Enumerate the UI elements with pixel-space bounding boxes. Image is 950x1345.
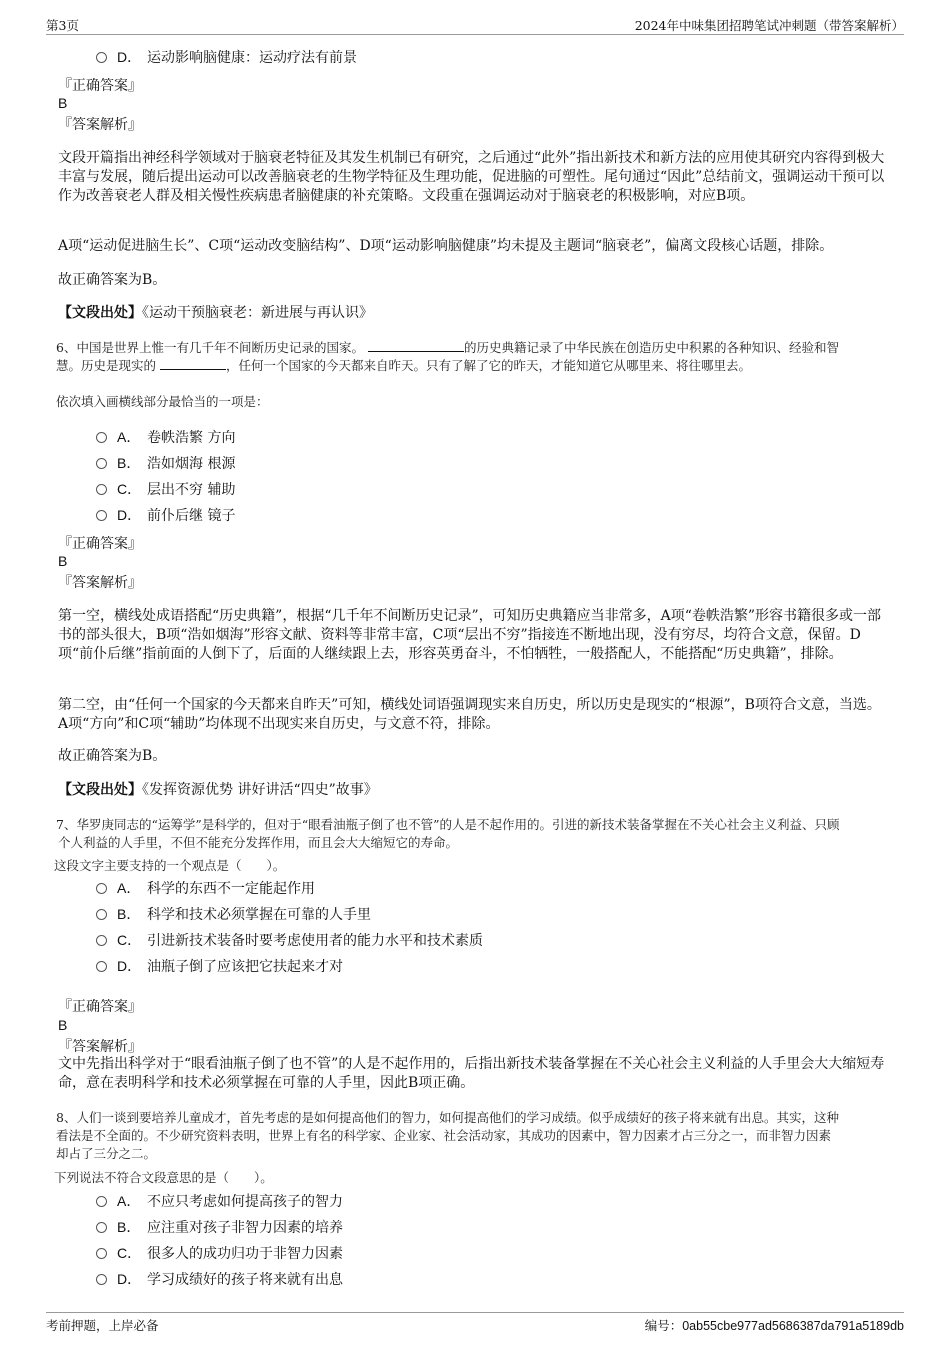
q5-answer: B <box>58 95 68 111</box>
radio-icon[interactable] <box>96 1248 107 1259</box>
q5-answer-label: 『正确答案』 <box>58 78 142 94</box>
radio-icon[interactable] <box>96 909 107 920</box>
q6-analysis-label: 『答案解析』 <box>58 575 142 591</box>
q7-answer-label: 『正确答案』 <box>58 999 142 1015</box>
radio-icon[interactable] <box>96 484 107 495</box>
q8-option-c[interactable]: C． 很多人的成功归功于非智力因素 <box>96 1243 343 1263</box>
q7-option-c[interactable]: C． 引进新技术装备时要考虑使用者的能力水平和技术素质 <box>96 930 483 950</box>
q5-analysis-p3: 故正确答案为B。 <box>58 272 167 288</box>
q7-analysis-label: 『答案解析』 <box>58 1039 142 1055</box>
q6-prompt: 依次填入画横线部分最恰当的一项是： <box>56 394 269 409</box>
source-title: 《发挥资源优势 讲好讲活“四史”故事》 <box>142 782 378 798</box>
radio-icon[interactable] <box>96 1196 107 1207</box>
q6-option-c[interactable]: C． 层出不穷 辅助 <box>96 479 235 499</box>
radio-icon[interactable] <box>96 510 107 521</box>
q7-stem: 7、华罗庚同志的“运筹学”是科学的，但对于“眼看油瓶子倒了也不管”的人是不起作用的。引进的新技术装备掌握在不关心社会主义利益、只顾 个人利益的人手里，不但不能充分发挥作用，而且会大大缩短它的寿命。 <box>56 817 840 850</box>
source-heading: 【文段出处】 <box>58 305 142 321</box>
document-id: 编号：0ab55cbe977ad5686387da791a5189db <box>644 1319 904 1333</box>
q6-answer: B <box>58 553 68 569</box>
q8-prompt: 下列说法不符合文段意思的是（ ）。 <box>54 1170 273 1185</box>
page-number: 第3页 <box>46 18 79 33</box>
q8-option-a[interactable]: A． 不应只考虑如何提高孩子的智力 <box>96 1191 343 1211</box>
radio-icon[interactable] <box>96 1274 107 1285</box>
q5-analysis-p1: 文段开篇指出神经科学领域对于脑衰老特征及其发生机制已有研究，之后通过“此外”指出新技术和新方法的应用使其研究内容得到极大丰富与发展，随后提出运动可以改善脑衰老的生物学特征及生理功能，促进脑的可塑性。尾句通过“因此”总结前文，强调运动干预可以作为改善衰老人群及相关慢性疾病患者脑健康的补充策略。文段重在强调运动对于脑衰老的积极影响，对应B项。 <box>58 150 885 204</box>
q8-option-b[interactable]: B． 应注重对孩子非智力因素的培养 <box>96 1217 343 1237</box>
radio-icon[interactable] <box>96 935 107 946</box>
radio-icon[interactable] <box>96 961 107 972</box>
q6-option-b[interactable]: B． 浩如烟海 根源 <box>96 453 235 473</box>
q6-analysis-p1: 第一空，横线处成语搭配“历史典籍”，根据“几千年不间断历史记录”，可知历史典籍应当非常多，A项“卷帙浩繁”形容书籍很多或一部书的部头很大，B项“浩如烟海”形容文献、资料等非常丰富，C项“层出不穷”指接连不断地出现，没有穷尽，均符合文意，保留。D项“前仆后继”指前面的人倒下了，后面的人继续跟上去，形容英勇奋斗，不怕牺牲，一般搭配人，不能搭配“历史典籍”，排除。 <box>58 608 882 662</box>
q6-answer-label: 『正确答案』 <box>58 536 142 552</box>
q6-option-d[interactable]: D． 前仆后继 镜子 <box>96 505 235 525</box>
radio-icon[interactable] <box>96 432 107 443</box>
source-title: 《运动干预脑衰老：新进展与再认识》 <box>142 305 373 321</box>
document-title: 2024年中味集团招聘笔试冲刺题（带答案解析） <box>634 18 904 33</box>
q6-stem: 6、中国是世界上惟一有几千年不间断历史记录的国家。 的历史典籍记录了中华民族在创造历史中积累的各种知识、经验和智 慧。历史是现实的 ，任何一个国家的今天都来自昨天。只有了解了它的昨天，才能知道它从哪里来、将往哪里去。 <box>56 340 839 373</box>
q6-analysis-p3: 故正确答案为B。 <box>58 748 167 764</box>
q6-analysis-p2: 第二空，由“任何一个国家的今天都来自昨天”可知，横线处词语强调现实来自历史，所以历史是现实的“根源”，B项符合文意，当选。A项“方向”和C项“辅助”均体现不出现实来自历史，与文意不符，排除。 <box>58 697 881 732</box>
radio-icon[interactable] <box>96 1222 107 1233</box>
q7-option-b[interactable]: B． 科学和技术必须掌握在可靠的人手里 <box>96 904 371 924</box>
blank-1 <box>368 339 464 352</box>
q5-analysis-label: 『答案解析』 <box>58 117 142 133</box>
radio-icon[interactable] <box>96 458 107 469</box>
q5-option-d[interactable]: D． 运动影响脑健康：运动疗法有前景 <box>96 47 357 67</box>
page-header <box>46 14 904 35</box>
radio-icon[interactable] <box>96 52 107 63</box>
q7-option-d[interactable]: D． 油瓶子倒了应该把它扶起来才对 <box>96 956 343 976</box>
source-heading: 【文段出处】 <box>58 782 142 798</box>
q7-option-a[interactable]: A． 科学的东西不一定能起作用 <box>96 878 315 898</box>
q5-analysis-p2: A项“运动促进脑生长”、C项“运动改变脑结构”、D项“运动影响脑健康”均未提及主题词“脑衰老”，偏离文段核心话题，排除。 <box>58 238 834 254</box>
footer-slogan: 考前押题，上岸必备 <box>46 1318 159 1333</box>
q6-source <box>58 781 888 800</box>
q5-source <box>58 304 888 323</box>
radio-icon[interactable] <box>96 883 107 894</box>
page-footer <box>46 1312 904 1335</box>
blank-2 <box>160 357 226 370</box>
q7-analysis-p1: 文中先指出科学对于“眼看油瓶子倒了也不管”的人是不起作用的，后指出新技术装备掌握在不关心社会主义利益的人手里会大大缩短寿命，意在表明科学和技术必须掌握在可靠的人手里，因此B项正确。 <box>58 1056 885 1091</box>
q8-stem: 8、人们一谈到要培养儿童成才，首先考虑的是如何提高他们的智力，如何提高他们的学习成绩。似乎成绩好的孩子将来就有出息。其实，这种 看法是不全面的。不少研究资料表明，世界上有名的科学家、企业家、社会活动家，其成功的因素中，智力因素才占三分之一，而非智力因素 却占了三分之二。 <box>56 1110 839 1161</box>
q8-option-d[interactable]: D． 学习成绩好的孩子将来就有出息 <box>96 1269 343 1289</box>
q7-answer: B <box>58 1017 68 1033</box>
q6-option-a[interactable]: A． 卷帙浩繁 方向 <box>96 427 235 447</box>
q7-prompt: 这段文字主要支持的一个观点是（ ）。 <box>54 858 286 873</box>
